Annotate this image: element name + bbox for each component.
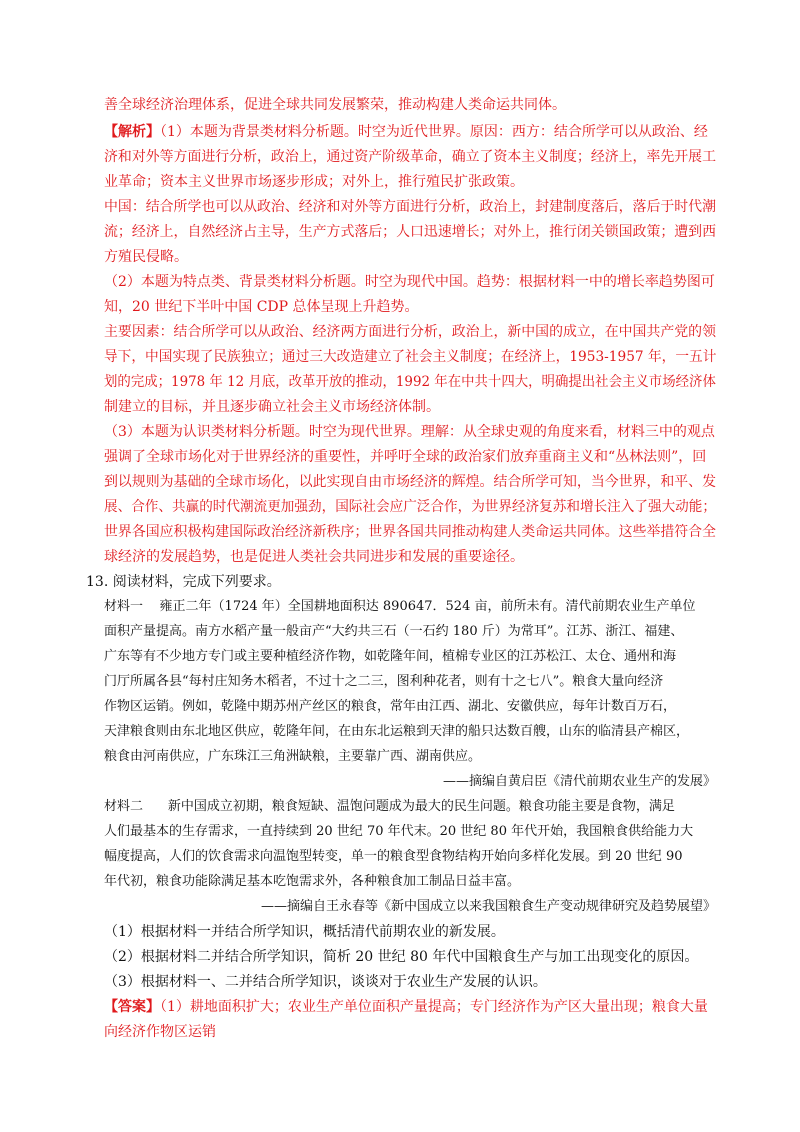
sub-question-1: （1）根据材料一并结合所学知识，概括清代前期农业的新发展。 bbox=[104, 924, 505, 940]
material-line: 作物区运销。例如，乾隆中期苏州产丝区的粮食，常年由江西、湖北、安徽供应，每年计数百万石， bbox=[104, 699, 677, 714]
material-line: 人们最基本的生存需求，一直持续到 20 世纪 70 年代末。20 世纪 80 年代开始，我国粮食供给能力大 bbox=[104, 824, 694, 839]
prev-answer-line: 善全球经济治理体系，促进全球共同发展繁荣，推动构建人类命运共同体。 bbox=[104, 97, 566, 113]
material-one-source: ——摘编自黄启臣《清代前期农业生产的发展》 bbox=[442, 774, 716, 789]
material-line: 天津粮食则由东北地区供应，乾隆年间，在由东北运粮到天津的船只达数百艘，山东的临清县产棉区， bbox=[104, 724, 690, 739]
sub-question-3: （3）根据材料一、二并结合所学知识，谈谈对于农业生产发展的认识。 bbox=[104, 974, 547, 990]
analysis-line: （3）本题为认识类材料分析题。时空为现代世界。理解：从全球史观的角度来看，材料三中的观点 bbox=[104, 424, 715, 440]
analysis-line: 知，20 世纪下半叶中国 CDP 总体呈现上升趋势。 bbox=[104, 299, 419, 315]
material-line: 材料一 雍正二年（1724 年）全国耕地面积达 890647．524 亩，前所未有。清代前期农业生产单位 bbox=[104, 599, 696, 614]
analysis-line: 导下，中国实现了民族独立；通过三大改造建立了社会主义制度；在经济上，1953-1957 年，一五计 bbox=[104, 349, 717, 365]
analysis-line: 世界各国应积极构建国际政治经济新秩序；世界各国共同推动构建人类命运共同体。这些举措符合全 bbox=[104, 524, 716, 540]
material-line: 粮食由河南供应，广东珠江三角洲缺粮，主要靠广西、湖南供应。 bbox=[104, 749, 482, 764]
material-line: 幅度提高，人们的饮食需求向温饱型转变，单一的粮食型食物结构开始向多样化发展。到 20 世纪 90 bbox=[104, 849, 683, 864]
material-line: 广东等有不少地方专门或主要种植经济作物，如乾隆年间，植棉专业区的江苏松江、太仓、通州和海 bbox=[104, 649, 677, 664]
answer-line: 【答案】（1）耕地面积扩大；农业生产单位面积产量提高；专门经济作为产区大量出现；粮食大量 bbox=[104, 999, 708, 1015]
analysis-line: 主要因素：结合所学可以从政治、经济两方面进行分析，政治上，新中国的成立，在中国共产党的领 bbox=[104, 324, 716, 340]
question-heading bbox=[86, 573, 281, 591]
question-number: 13. bbox=[86, 574, 109, 590]
analysis-line: 制建立的目标，并且逐步确立社会主义市场经济体制。 bbox=[104, 399, 440, 415]
answer-line: 向经济作物区运销 bbox=[104, 1024, 216, 1040]
analysis-line: 流；经济上，自然经济占主导，生产方式落后；人口迅速增长；对外上，推行闭关锁国政策；遭到西 bbox=[104, 224, 716, 240]
analysis-line: 球经济的发展趋势，也是促进人类社会共同进步和发展的重要途径。 bbox=[104, 549, 524, 565]
material-one-label: 材料一 bbox=[104, 599, 144, 614]
analysis-line: 济和对外等方面进行分析，政治上，通过资产阶级革命，确立了资本主义制度；经济上，率先开展工 bbox=[104, 149, 716, 165]
analysis-line: 【解析】（1）本题为背景类材料分析题。时空为近代世界。原因：西方：结合所学可以从政治、经 bbox=[104, 124, 708, 140]
analysis-line: 方殖民侵略。 bbox=[104, 249, 188, 265]
material-two-label: 材料二 bbox=[104, 799, 144, 814]
analysis-line: 业革命；资本主义世界市场逐步形成；对外上，推行殖民扩张政策。 bbox=[104, 174, 524, 190]
material-two-source: ——摘编自王永春等《新中国成立以来我国粮食生产变动规律研究及趋势展望》 bbox=[260, 899, 716, 914]
material-line: 门厅所属各县“每村庄知务木稻者，不过十之二三，图利种花者，则有十之七八”。粮食大量向经济 bbox=[104, 674, 664, 689]
analysis-line: 展、合作、共赢的时代潮流更加强劲，国际社会应广泛合作，为世界经济复苏和增长注入了强大动能； bbox=[104, 499, 716, 515]
material-line: 年代初，粮食功能除满足基本吃饱需求外，各种粮食加工制品日益丰富。 bbox=[104, 874, 521, 889]
analysis-line: 中国：结合所学也可以从政治、经济和对外等方面进行分析，政治上，封建制度落后，落后于时代潮 bbox=[104, 199, 716, 215]
analysis-line: 强调了全球市场化对于世界经济的重要性，并呼吁全球的政治家们放弃重商主义和“丛林法则”，回 bbox=[104, 449, 707, 465]
material-line: 面积产量提高。南方水稻产量一般亩产“大约共三石（一石约 180 斤）为常耳”。江苏、浙江、福建、 bbox=[104, 624, 684, 639]
sub-question-2: （2）根据材料二并结合所学知识，简析 20 世纪 80 年代中国粮食生产与加工出现变化的原因。 bbox=[104, 949, 699, 965]
answer-tag: 【答案】 bbox=[104, 999, 160, 1015]
material-line: 材料二 新中国成立初期，粮食短缺、温饱问题成为最大的民生问题。粮食功能主要是食物，满足 bbox=[104, 799, 675, 814]
analysis-line: 到以规则为基础的全球市场化，以此实现自由市场经济的辉煌。结合所学可知，当今世界，和平、发 bbox=[104, 474, 716, 490]
question-prompt: 阅读材料，完成下列要求。 bbox=[112, 574, 281, 590]
analysis-tag: 【解析】 bbox=[104, 124, 160, 140]
analysis-line: 划的完成；1978 年 12 月底，改革开放的推动，1992 年在中共十四大，明确提出社会主义市场经济体 bbox=[104, 374, 716, 390]
analysis-line: （2）本题为特点类、背景类材料分析题。时空为现代中国。趋势：根据材料一中的增长率趋势图可 bbox=[104, 274, 715, 290]
